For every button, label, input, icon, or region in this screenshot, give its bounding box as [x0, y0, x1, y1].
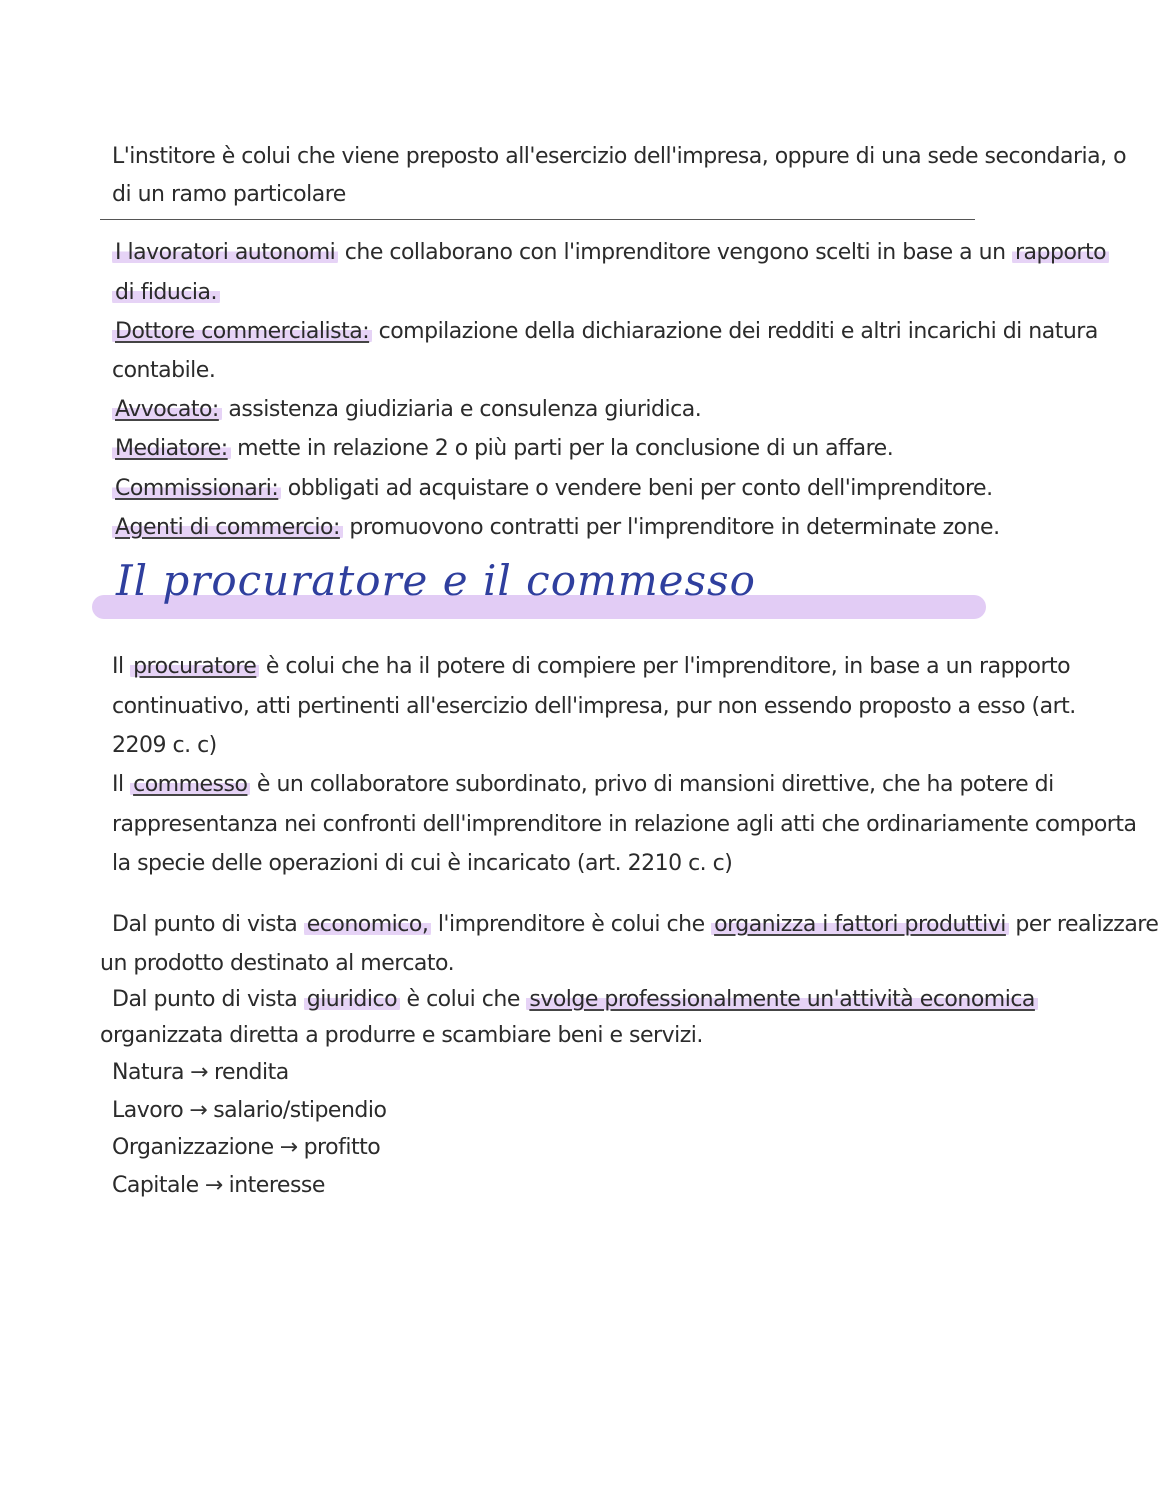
dottore-line-2: contabile.: [112, 358, 216, 383]
factor-reward: salario/stipendio: [213, 1098, 387, 1123]
label-commissionari: Commissionari:: [112, 476, 281, 501]
autonomi-text: che collaborano con l'imprenditore vengono scelti in base a un: [338, 240, 1012, 265]
economico-line-2: un prodotto destinato al mercato.: [100, 951, 455, 976]
agenti-line: [112, 513, 1000, 543]
commesso-line-1: [112, 770, 1054, 800]
factor-reward: interesse: [228, 1173, 325, 1198]
commissionari-text: obbligati ad acquistare o vendere beni per conto dell'imprenditore.: [281, 476, 993, 501]
highlight-lavoratori-autonomi: I lavoratori autonomi: [112, 240, 338, 265]
dottore-line: [112, 317, 1098, 347]
factor-name: Natura: [112, 1060, 185, 1085]
highlight-svolge: svolge professionalmente un'attività economica: [526, 987, 1038, 1012]
highlight-procuratore: procuratore: [130, 654, 259, 679]
economico-mid: l'imprenditore è colui che: [431, 912, 712, 937]
factor-reward: profitto: [303, 1135, 381, 1160]
label-avvocato: Avvocato:: [112, 397, 222, 422]
factor-row: [112, 1133, 380, 1163]
commesso-line-2: rappresentanza nei confronti dell'imprenditore in relazione agli atti che ordinariamente comporta: [112, 812, 1137, 837]
label-agenti-di-commercio: Agenti di commercio:: [112, 515, 343, 540]
highlight-rapporto: rapporto: [1012, 240, 1109, 265]
factor-name: Lavoro: [112, 1098, 184, 1123]
highlight-organizza: organizza i fattori produttivi: [711, 912, 1009, 937]
factor-name: Capitale: [112, 1173, 199, 1198]
procuratore-pre: Il: [112, 654, 131, 679]
economico-line-1: [112, 910, 1158, 940]
mediatore-line: [112, 434, 893, 464]
factor-row: [112, 1171, 325, 1201]
autonomi-line-2: [112, 278, 220, 308]
economico-pre: Dal punto di vista: [112, 912, 304, 937]
label-dottore-commercialista: Dottore commercialista:: [112, 319, 372, 344]
commesso-pre: Il: [112, 772, 131, 797]
avvocato-line: [112, 395, 701, 425]
highlight-giuridico: giuridico: [304, 987, 400, 1012]
economico-rest: per realizzare: [1008, 912, 1158, 937]
label-mediatore: Mediatore:: [112, 436, 231, 461]
commissionari-line: [112, 474, 993, 504]
factor-reward: rendita: [213, 1060, 289, 1085]
procuratore-line-1: [112, 652, 1070, 682]
factor-name: Organizzazione: [112, 1135, 274, 1160]
dottore-text: compilazione della dichiarazione dei redditi e altri incarichi di natura: [372, 319, 1098, 344]
autonomi-line-1: [112, 238, 1109, 268]
mediatore-text: mette in relazione 2 o più parti per la conclusione di un affare.: [230, 436, 894, 461]
section-heading: Il procuratore e il commesso: [116, 556, 756, 605]
institore-line-2: di un ramo particolare: [112, 182, 346, 207]
giuridico-line-2: organizzata diretta a produrre e scambiare beni e servizi.: [100, 1023, 703, 1048]
arrow-right-icon: →: [189, 1098, 208, 1123]
giuridico-line-1: [112, 985, 1038, 1015]
agenti-text: promuovono contratti per l'imprenditore in determinate zone.: [342, 515, 1000, 540]
avvocato-text: assistenza giudiziaria e consulenza giuridica.: [221, 397, 702, 422]
highlight-di-fiducia: di fiducia.: [112, 280, 220, 305]
arrow-right-icon: →: [204, 1173, 223, 1198]
procuratore-line-2: continuativo, atti pertinenti all'esercizio dell'impresa, pur non essendo proposto a esso (art.: [112, 694, 1076, 719]
giuridico-mid: è colui che: [400, 987, 527, 1012]
factor-row: [112, 1096, 386, 1126]
highlight-economico: economico,: [304, 912, 432, 937]
arrow-right-icon: →: [190, 1060, 208, 1085]
procuratore-text: è colui che ha il potere di compiere per l'imprenditore, in base a un rapporto: [259, 654, 1071, 679]
factor-row: [112, 1058, 289, 1088]
commesso-text: è un collaboratore subordinato, privo di mansioni direttive, che ha potere di: [250, 772, 1054, 797]
arrow-right-icon: →: [279, 1135, 298, 1160]
procuratore-line-3: 2209 c. c): [112, 733, 217, 758]
institore-line-1: L'institore è colui che viene preposto all'esercizio dell'impresa, oppure di una sede secondaria, o: [112, 144, 1127, 169]
giuridico-pre: Dal punto di vista: [112, 987, 304, 1012]
highlight-commesso: commesso: [130, 772, 250, 797]
divider: [100, 219, 975, 220]
commesso-line-3: la specie delle operazioni di cui è incaricato (art. 2210 c. c): [112, 851, 733, 876]
